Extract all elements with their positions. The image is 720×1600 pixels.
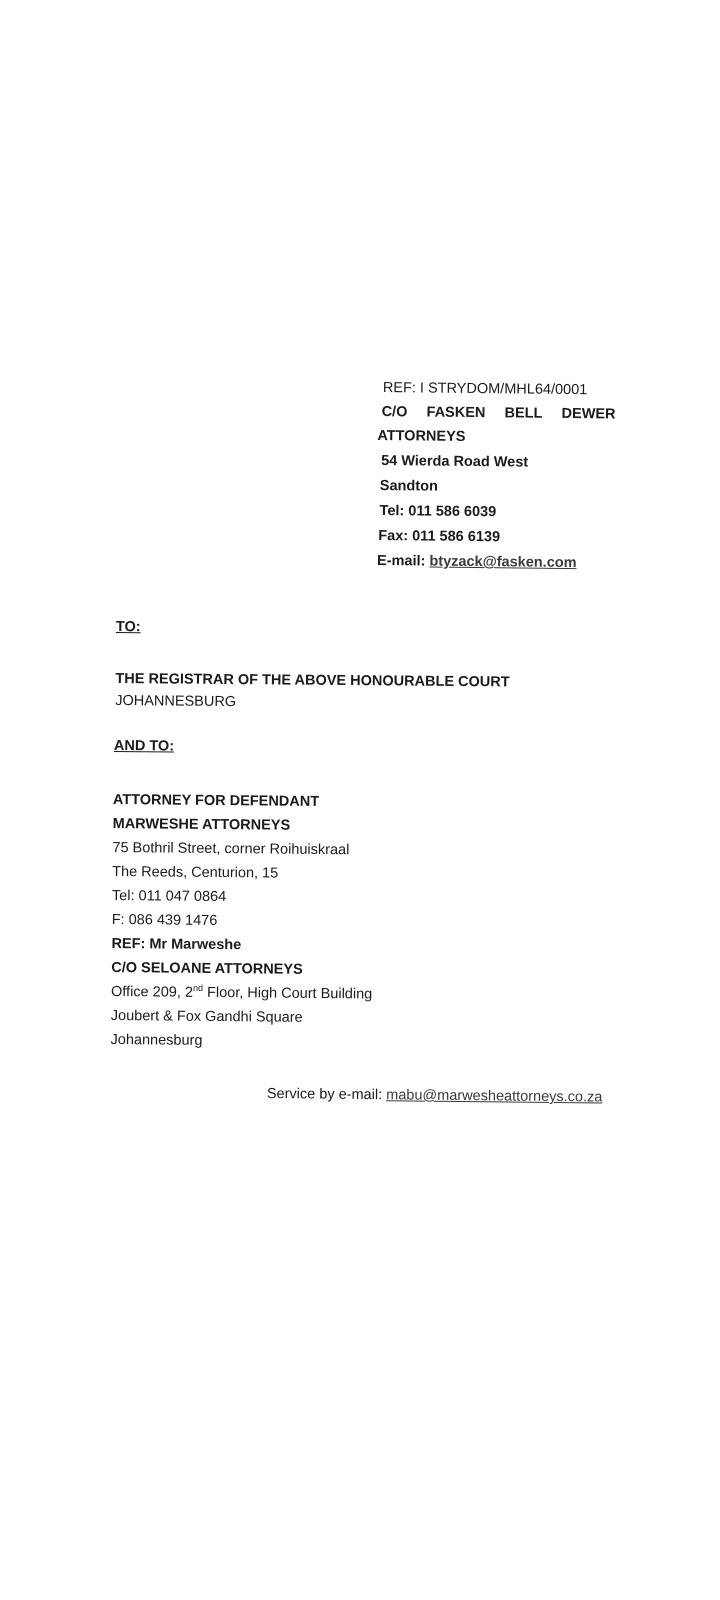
registrar-title: THE REGISTRAR OF THE ABOVE HONOURABLE COURT — [115, 670, 510, 691]
sender-fax: Fax: 011 586 6139 — [378, 528, 501, 546]
sender-email-label: E-mail: — [376, 553, 426, 570]
sender-street-address: 54 Wierda Road West — [381, 453, 529, 471]
sender-city: Sandton — [379, 478, 438, 495]
defendant-city: Johannesburg — [110, 1031, 203, 1049]
sender-address-block — [376, 376, 616, 576]
defendant-address-line-2: The Reeds, Centurion, 15 — [112, 863, 279, 882]
care-of-word-2: FASKEN — [426, 404, 486, 422]
and-to-block — [114, 738, 174, 755]
to-recipient-block — [115, 616, 510, 715]
registrar-city: JOHANNESBURG — [115, 692, 237, 711]
service-email-link[interactable]: mabu@marwesheattorneys.co.za — [386, 1087, 603, 1106]
defendant-firm: MARWESHE ATTORNEYS — [112, 815, 291, 834]
sender-telephone: Tel: 011 586 6039 — [379, 503, 497, 521]
office-text-end: Floor, High Court Building — [202, 984, 373, 1003]
defendant-street: Joubert & Fox Gandhi Square — [110, 1007, 303, 1026]
defendant-attorney-block — [110, 788, 374, 1054]
to-heading: TO: — [115, 618, 141, 636]
service-label: Service by e-mail: — [266, 1086, 383, 1104]
care-of-word-1: C/O — [381, 404, 408, 421]
defendant-care-of: C/O SELOANE ATTORNEYS — [111, 959, 303, 978]
and-to-heading: AND TO: — [113, 738, 175, 755]
sender-reference: REF: I STRYDOM/MHL64/0001 — [382, 380, 588, 399]
service-by-email-line — [267, 1086, 603, 1106]
sender-care-of-line — [381, 401, 615, 426]
office-text-start: Office 209, 2 — [110, 983, 194, 1001]
care-of-word-4: DEWER — [561, 405, 616, 423]
defendant-role: ATTORNEY FOR DEFENDANT — [112, 791, 320, 810]
defendant-reference: REF: Mr Marweshe — [111, 935, 242, 954]
care-of-word-3: BELL — [504, 405, 543, 422]
defendant-office-line — [111, 980, 372, 1007]
sender-email-link[interactable]: btyzack@fasken.com — [429, 553, 577, 572]
defendant-address-line-1: 75 Bothril Street, corner Roihuiskraal — [112, 839, 350, 859]
service-line — [267, 1086, 603, 1106]
sender-email-line — [377, 549, 614, 576]
office-floor-suffix: nd — [192, 982, 204, 994]
defendant-telephone: Tel: 011 047 0864 — [111, 887, 227, 906]
sender-care-of-continuation: ATTORNEYS — [377, 427, 466, 445]
defendant-fax: F: 086 439 1476 — [111, 911, 218, 930]
